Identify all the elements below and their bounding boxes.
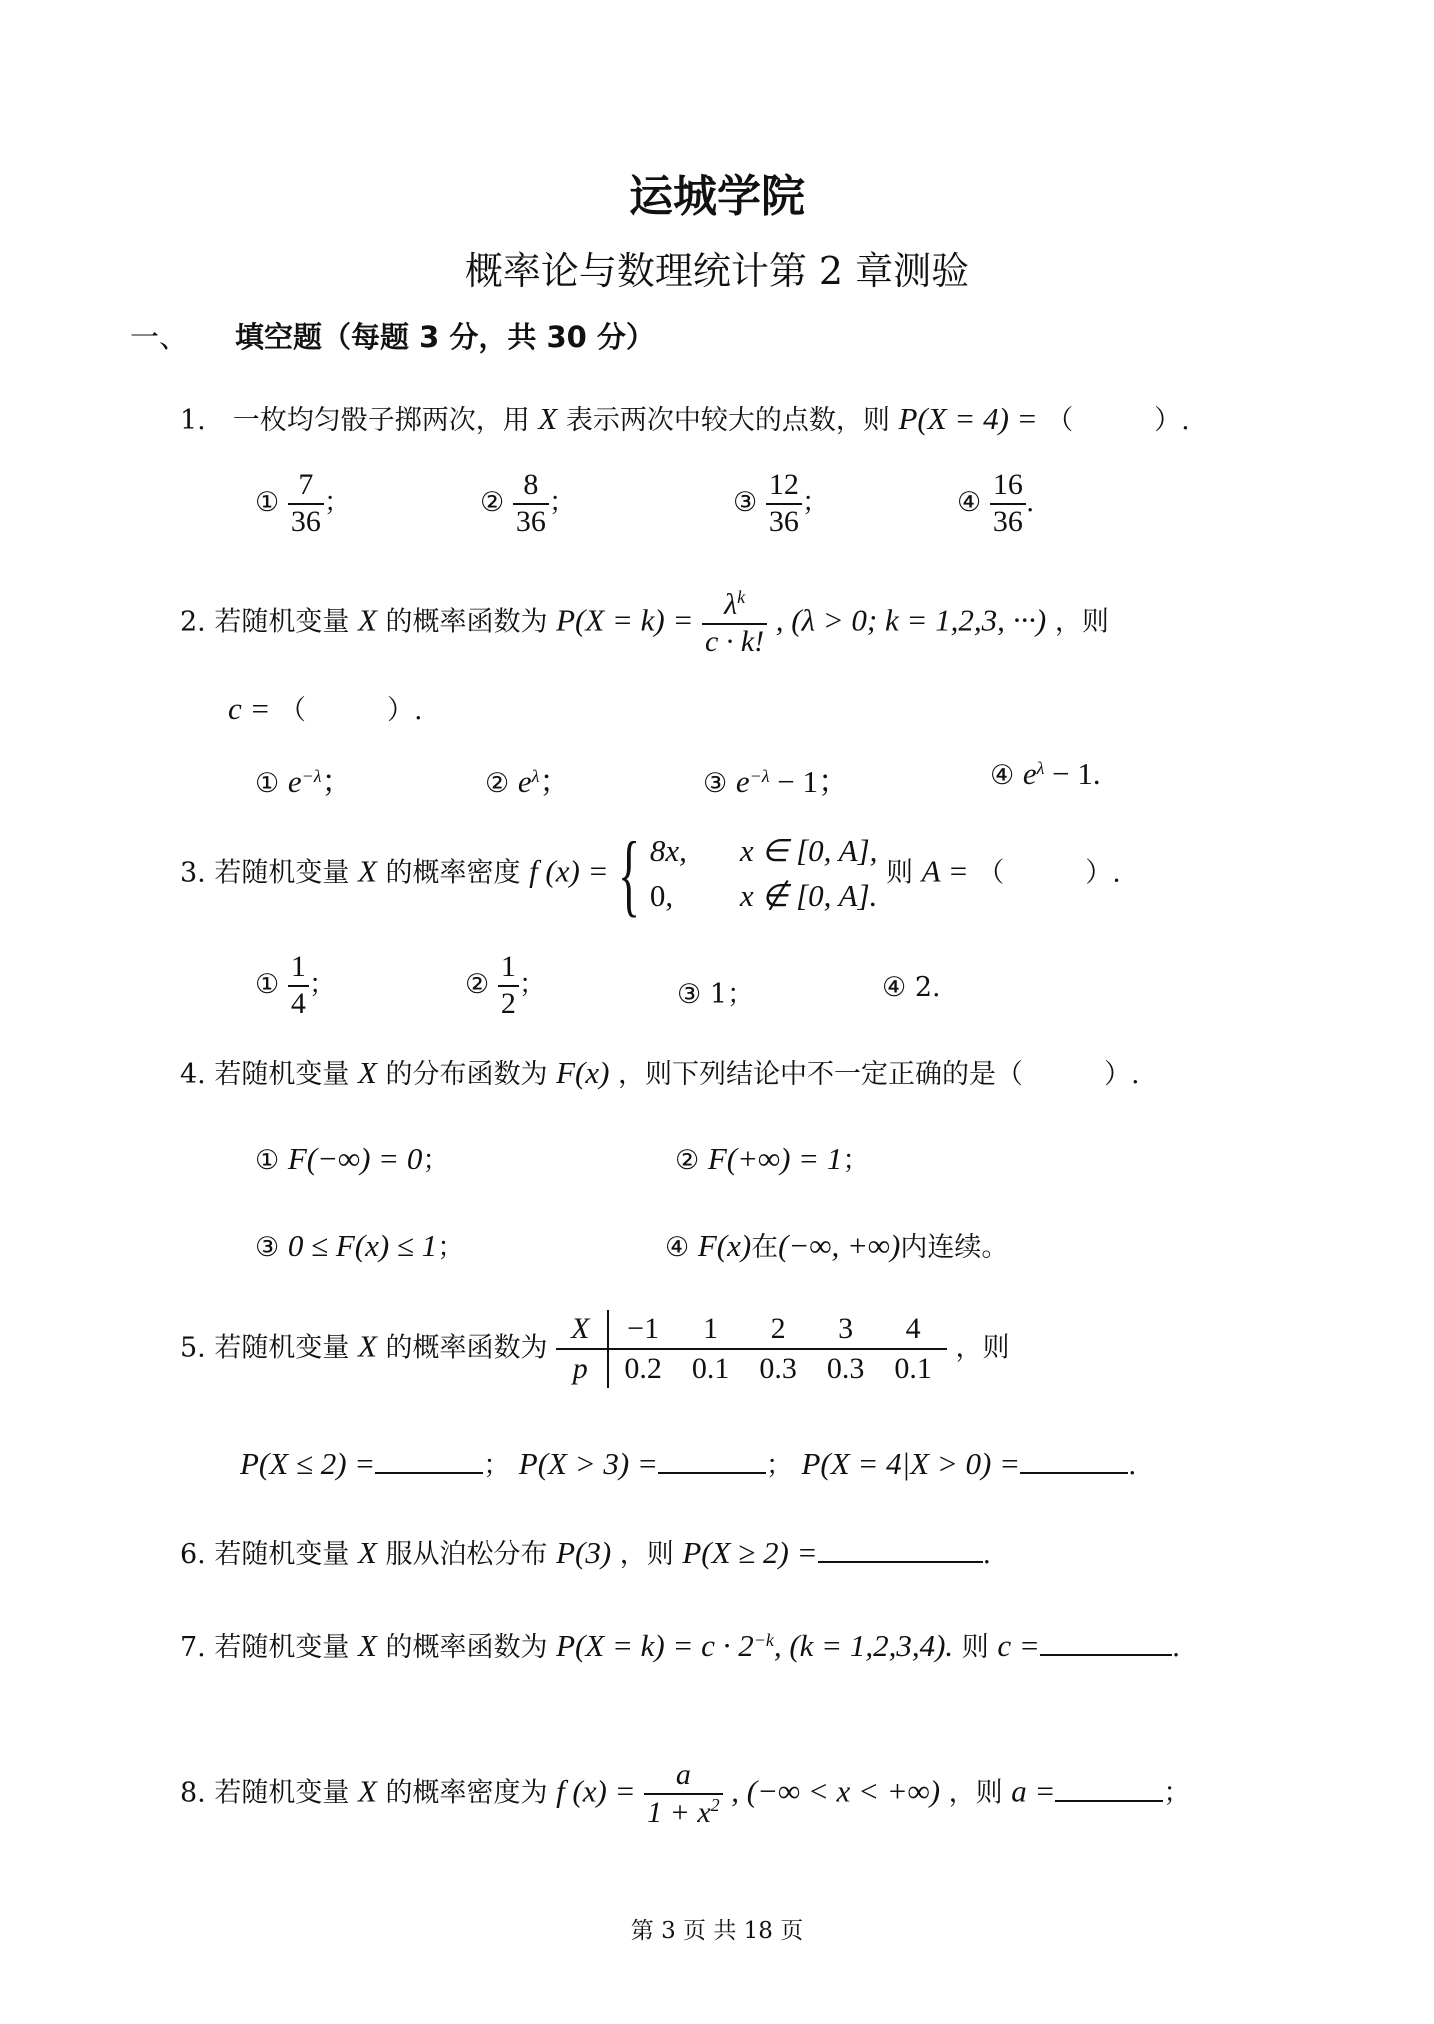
q3-ask: A =	[921, 853, 969, 889]
q6-text-a: 6. 若随机变量	[180, 1539, 350, 1570]
q6-text-b: 服从泊松分布	[385, 1539, 548, 1570]
q5-blank-2-label: P(X > 3) =	[518, 1446, 658, 1481]
option-mark: ④	[882, 972, 907, 1003]
denominator: 2	[500, 986, 516, 1020]
option-text: F(+∞) = 1	[707, 1141, 843, 1176]
q4-text-b: 的分布函数为	[385, 1059, 548, 1090]
option-tail: − 1.	[1044, 756, 1101, 791]
option-mark: ②	[465, 969, 490, 1000]
answer-blank[interactable]	[818, 1533, 983, 1563]
q5-text-b: 的概率函数为	[385, 1332, 548, 1364]
q2-option-4	[990, 756, 1101, 792]
option-tail-2: 内连续。	[900, 1232, 1009, 1263]
q3-paren: （ ）.	[977, 857, 1121, 889]
question-4	[180, 1052, 1140, 1091]
q2-text-b: 的概率函数为	[385, 606, 548, 638]
table-cell: 0.1	[691, 1352, 730, 1385]
page-subtitle: 概率论与数理统计第 2 章测验	[464, 249, 970, 293]
denominator: 4	[290, 986, 306, 1020]
option-exponent: −λ	[301, 766, 322, 786]
page-number: 第 3 页 共 18 页	[630, 1918, 804, 1944]
q4-var: X	[357, 1055, 377, 1090]
q3-text-a: 3. 若随机变量	[180, 857, 350, 889]
q4-option-2	[675, 1138, 869, 1177]
answer-blank[interactable]	[1040, 1626, 1172, 1656]
numerator-exponent: k	[737, 587, 746, 607]
table-cell: 3	[812, 1310, 880, 1349]
option-mark: ④	[957, 487, 982, 518]
numerator: 1	[498, 950, 519, 987]
q1-paren: （ ）.	[1046, 405, 1190, 436]
option-text: 0 ≤ F(x) ≤ 1	[287, 1228, 438, 1263]
q1-option-1	[255, 468, 351, 539]
q3-option-3	[677, 972, 754, 1011]
q7-exponent: −k	[753, 1630, 774, 1650]
q7-condition: , (k = 1,2,3,4).	[773, 1628, 954, 1663]
option-sep: .	[1025, 487, 1035, 518]
q2-fraction	[702, 587, 767, 659]
q3-expr: f (x) =	[529, 853, 609, 889]
q4-option-1	[255, 1138, 449, 1177]
q4-expr: F(x)	[556, 1055, 610, 1090]
question-6	[180, 1532, 991, 1571]
q3-options	[255, 950, 1155, 1030]
table-cell: 0.3	[826, 1352, 865, 1385]
option-sep: ；	[801, 487, 829, 518]
q2-options	[255, 756, 1155, 799]
q7-ask: c =	[997, 1628, 1040, 1663]
option-tail: 在	[751, 1232, 779, 1263]
question-1	[180, 398, 1190, 437]
option-text: F(−∞) = 0	[287, 1141, 423, 1176]
q5-text-c: ，则	[955, 1332, 1010, 1364]
option-tail: ；	[422, 1145, 450, 1176]
q2-paren: （ ）.	[279, 695, 423, 726]
question-8	[180, 1758, 1190, 1830]
numerator: 7	[288, 468, 324, 505]
option-mark: ①	[255, 768, 280, 799]
option-sep: ；	[548, 487, 576, 518]
q2-expr: P(X = k) =	[556, 602, 694, 638]
q5-blank-1-label: P(X ≤ 2) =	[240, 1446, 376, 1481]
option-tail: ；	[539, 764, 571, 799]
q1-expr: P(X = 4) =	[898, 401, 1038, 436]
answer-blank[interactable]	[1020, 1444, 1128, 1474]
q3-text-b: 的概率密度	[385, 857, 521, 889]
denominator: 36	[515, 504, 546, 538]
numerator: a	[644, 1758, 723, 1795]
question-5	[180, 1310, 1009, 1388]
q1-text-a: 1. 一枚均匀骰子掷两次，用	[180, 405, 530, 436]
option-base: e	[735, 764, 750, 799]
left-brace: {	[618, 823, 641, 925]
option-sep: ；	[308, 969, 336, 1000]
q2-ask: c =	[228, 691, 271, 726]
option-mark: ②	[675, 1145, 700, 1176]
option-mark: ④	[665, 1232, 690, 1263]
option-exponent: −λ	[749, 766, 770, 786]
option-text: F(x)	[697, 1228, 752, 1263]
numerator: λ	[724, 588, 738, 621]
section-title: 填空题（每题 3 分，共 30 分）	[235, 320, 655, 354]
page-title: 运城学院	[629, 171, 805, 222]
q5-text-a: 5. 若随机变量	[180, 1332, 350, 1364]
end-mark: .	[1171, 1632, 1181, 1663]
denominator: c · k!	[705, 624, 765, 658]
section-number: 一、	[130, 320, 189, 354]
q6-ask: P(X ≥ 2) =	[682, 1535, 818, 1570]
q5-var: X	[357, 1328, 377, 1364]
q3-text-c: 则	[885, 857, 913, 889]
q4-option-3	[255, 1225, 464, 1264]
q5-distribution-table	[556, 1310, 947, 1388]
option-mark: ①	[255, 1145, 280, 1176]
table-cell: 0.3	[759, 1352, 797, 1385]
q2-line2	[228, 688, 423, 727]
q7-text-b: 的概率函数为	[385, 1632, 548, 1663]
denominator: 36	[768, 504, 799, 538]
end-mark: .	[1127, 1450, 1137, 1481]
table-header-x: X	[556, 1310, 608, 1349]
q8-expr: f (x) =	[556, 1773, 636, 1809]
q4-text-a: 4. 若随机变量	[180, 1059, 350, 1090]
q1-option-2	[480, 468, 576, 539]
q8-condition: , (−∞ < x < +∞)	[731, 1773, 941, 1809]
q8-ask: a =	[1011, 1773, 1056, 1809]
table-cell: 0.1	[894, 1352, 932, 1385]
q3-option-4	[882, 972, 941, 1003]
answer-blank[interactable]	[658, 1444, 766, 1474]
table-cell: 1	[677, 1310, 745, 1349]
option-tail: − 1；	[769, 764, 850, 799]
question-2	[180, 587, 1109, 659]
denominator: 36	[992, 504, 1023, 538]
question-7	[180, 1625, 1180, 1664]
option-base: e	[1022, 756, 1037, 791]
q8-text-b: 的概率密度为	[385, 1777, 548, 1809]
case-2-value: 0,	[649, 878, 674, 913]
option-base: e	[517, 764, 532, 799]
q6-text-c: ，则	[619, 1539, 674, 1570]
option-text: 1；	[709, 979, 754, 1010]
q4-option-4	[665, 1225, 1008, 1264]
q1-option-3	[733, 468, 829, 539]
q2-option-3	[703, 756, 849, 801]
separator: ；	[765, 1450, 793, 1481]
option-text: 2.	[914, 972, 941, 1003]
q1-text-b: 表示两次中较大的点数，则	[565, 405, 890, 436]
numerator: 16	[990, 468, 1026, 505]
q7-expr: P(X = k) = c · 2	[556, 1628, 754, 1663]
option-exponent: λ	[1036, 758, 1045, 778]
option-tail: ；	[842, 1145, 870, 1176]
question-3	[180, 823, 1121, 925]
option-mark: ③	[703, 768, 728, 799]
option-text-2: (−∞, +∞)	[778, 1228, 901, 1263]
q5-blank-3-label: P(X = 4|X > 0) =	[801, 1446, 1020, 1481]
option-mark: ③	[255, 1232, 280, 1263]
q8-var: X	[357, 1773, 377, 1809]
answer-blank[interactable]	[1055, 1772, 1163, 1802]
table-cell: 0.2	[624, 1352, 662, 1385]
q8-text-a: 8. 若随机变量	[180, 1777, 350, 1809]
option-mark: ④	[990, 760, 1015, 791]
option-mark: ②	[485, 768, 510, 799]
q7-var: X	[357, 1628, 377, 1663]
denominator: 36	[290, 504, 321, 538]
option-mark: ①	[255, 969, 280, 1000]
q2-var: X	[357, 602, 377, 638]
q1-option-4	[957, 468, 1034, 539]
q8-fraction	[644, 1758, 723, 1830]
q3-piecewise	[650, 829, 878, 919]
option-exponent: λ	[531, 766, 540, 786]
option-base: e	[287, 764, 302, 799]
answer-blank[interactable]	[375, 1444, 483, 1474]
denominator-exponent: 2	[710, 1794, 720, 1815]
q2-condition: , (λ > 0; k = 1,2,3, ···)	[775, 602, 1047, 638]
case-2-condition: x ∉ [0, A].	[739, 878, 878, 913]
denominator: 1 + x	[647, 1795, 711, 1829]
numerator: 12	[766, 468, 802, 505]
q2-text-a: 2. 若随机变量	[180, 606, 350, 638]
separator: ；	[483, 1450, 511, 1481]
table-cell: 2	[744, 1310, 812, 1349]
option-mark: ①	[255, 487, 280, 518]
option-mark: ②	[480, 487, 505, 518]
q3-option-2	[465, 950, 546, 1021]
table-cell: 4	[879, 1310, 947, 1349]
q5-blanks	[240, 1443, 1137, 1482]
q3-var: X	[357, 853, 377, 889]
q3-option-1	[255, 950, 336, 1021]
case-1-condition: x ∈ [0, A],	[739, 833, 878, 869]
q1-var: X	[538, 401, 558, 436]
option-mark: ③	[733, 487, 758, 518]
q7-text-a: 7. 若随机变量	[180, 1632, 350, 1663]
option-tail: ；	[321, 764, 353, 799]
option-sep: ；	[518, 969, 546, 1000]
numerator: 8	[513, 468, 549, 505]
q2-option-2	[485, 756, 570, 801]
option-mark: ③	[677, 979, 702, 1010]
case-1-value: 8x,	[649, 833, 687, 869]
q2-text-c: ，则	[1054, 606, 1109, 638]
numerator: 1	[288, 950, 309, 987]
q7-text-c: 则	[961, 1632, 989, 1663]
table-row	[556, 1349, 947, 1388]
table-header-p: p	[556, 1349, 608, 1388]
option-sep: ；	[323, 487, 351, 518]
end-mark: ；	[1163, 1777, 1191, 1809]
q6-var: X	[357, 1535, 377, 1570]
option-tail: ；	[437, 1232, 465, 1263]
q4-text-c: ，则下列结论中不一定正确的是（ ）.	[618, 1059, 1140, 1090]
q6-expr: P(3)	[556, 1535, 612, 1570]
end-mark: .	[982, 1539, 992, 1570]
q2-option-1	[255, 756, 353, 801]
table-row	[556, 1310, 947, 1349]
table-cell: −1	[608, 1310, 677, 1349]
q1-options	[255, 468, 1155, 548]
q8-text-c: ，则	[948, 1777, 1003, 1809]
